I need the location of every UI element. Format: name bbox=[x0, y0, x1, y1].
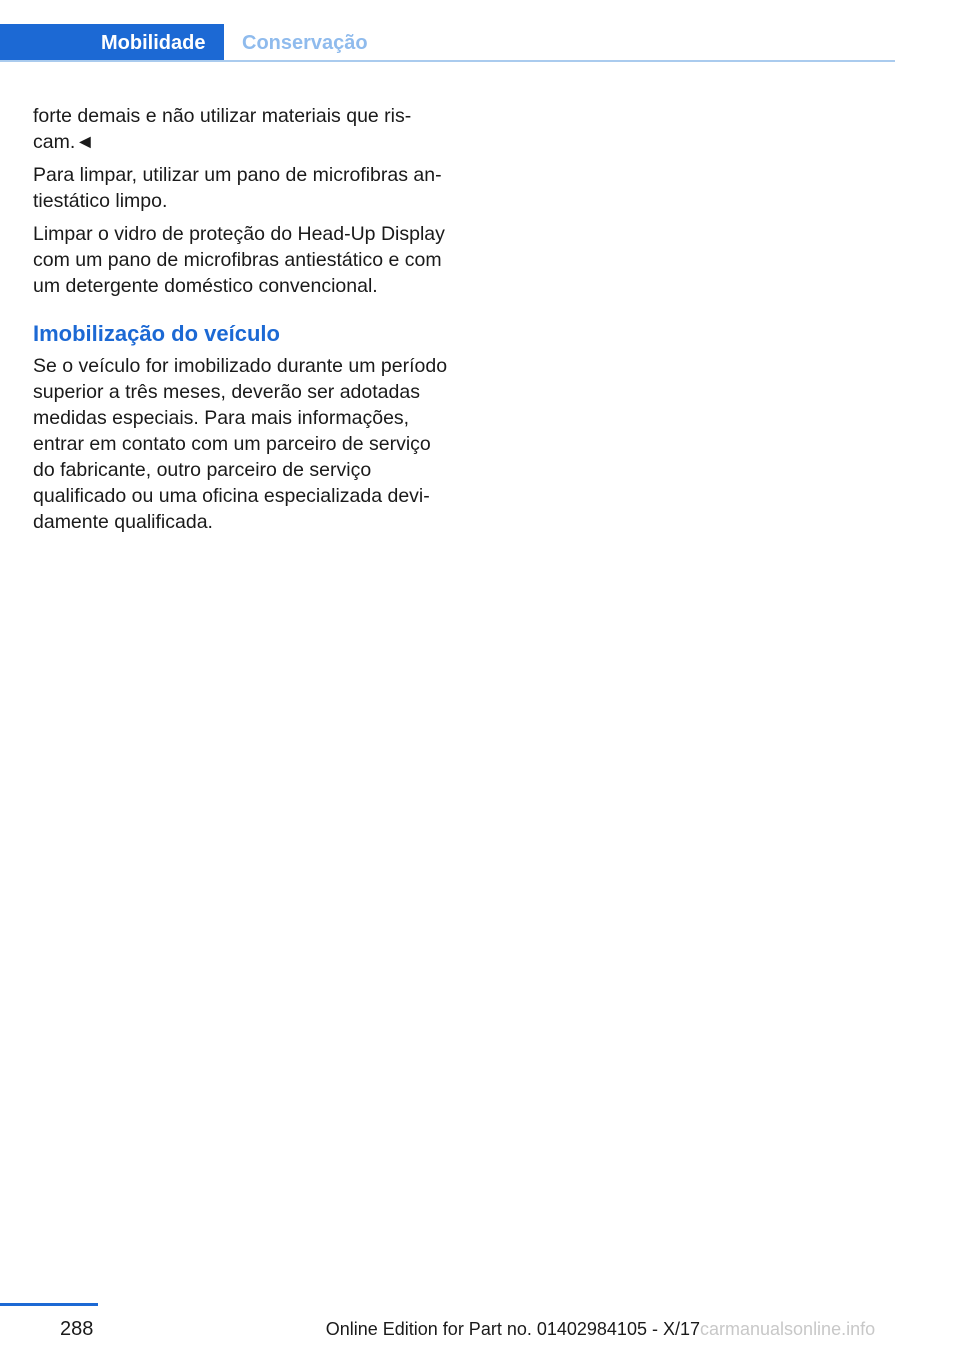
paragraph-microfiber-cloth: Para limpar, utilizar um pano de microfibras antiestático limpo. bbox=[33, 164, 442, 212]
section-tab-mobilidade[interactable]: Mobilidade bbox=[0, 24, 224, 62]
main-content bbox=[33, 103, 453, 542]
page-header bbox=[0, 24, 895, 62]
paragraph-vehicle-storage: Se o veículo for imobilizado durante um período superior a três meses, deverão ser adotadas medidas especiais. Para mais informações, entrar em contato com um parceiro de serviço do fabricante, outro parceiro de serviço qualificado ou uma oficina especializada devidamente qualificada. bbox=[33, 355, 448, 533]
paragraph-head-up-display-glass: Limpar o vidro de proteção do Head-Up Display com um pano de microfibras antiestático e com um detergente doméstico convencional. bbox=[33, 223, 445, 297]
edition-info bbox=[325, 1317, 700, 1341]
section-heading: Imobilização do veículo bbox=[33, 321, 280, 346]
edition-text: Online Edition for Part no. 01402984105 - X/17 bbox=[325, 1319, 700, 1339]
section-tab-conservacao[interactable]: Conservação bbox=[242, 32, 368, 54]
paragraph-cleaning-caution-end: forte demais e não utilizar materiais que riscam.◄ bbox=[33, 105, 412, 153]
watermark-text: carmanualsonline.info bbox=[700, 1319, 876, 1339]
page-number: 288 bbox=[60, 1318, 94, 1340]
header-divider bbox=[0, 60, 895, 62]
footer-accent-bar bbox=[0, 1303, 98, 1306]
